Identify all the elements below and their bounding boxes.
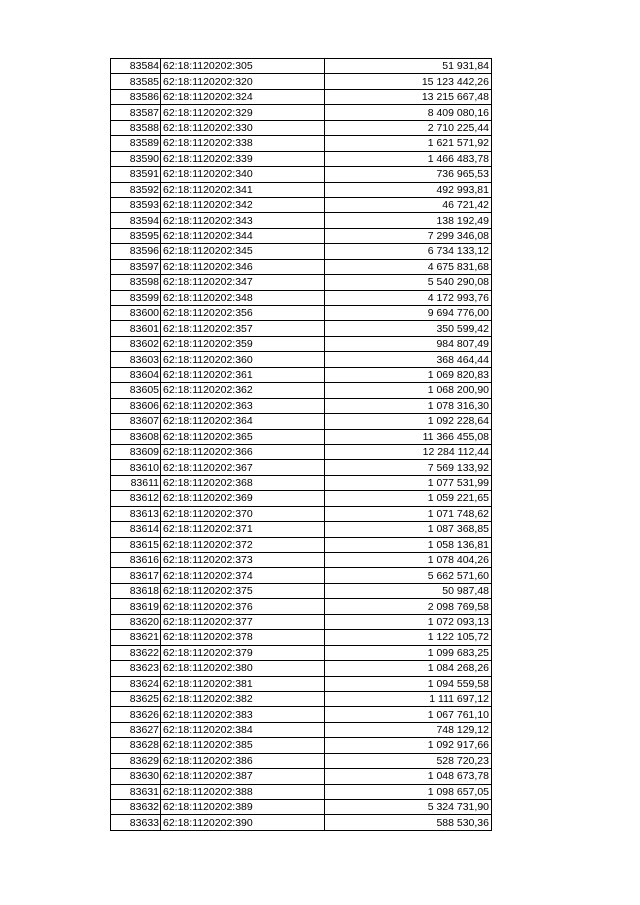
cadastral-number-cell: 62:18:1120202:380 [161,661,325,676]
cadastral-value-cell: 1 122 105,72 [325,630,492,645]
cadastral-number-cell: 62:18:1120202:330 [161,120,325,135]
cadastral-number-cell: 62:18:1120202:375 [161,583,325,598]
row-number-cell: 83584 [111,59,161,74]
row-number-cell: 83611 [111,475,161,490]
cadastral-number-cell: 62:18:1120202:338 [161,136,325,151]
row-number-cell: 83632 [111,800,161,815]
table-row [111,120,492,135]
row-number-cell: 83592 [111,182,161,197]
cadastral-number-cell: 62:18:1120202:342 [161,197,325,212]
cadastral-value-cell: 5 324 731,90 [325,800,492,815]
cadastral-number-cell: 62:18:1120202:369 [161,491,325,506]
row-number-cell: 83613 [111,506,161,521]
row-number-cell: 83597 [111,259,161,274]
table-row [111,352,492,367]
table-row [111,275,492,290]
row-number-cell: 83610 [111,460,161,475]
row-number-cell: 83622 [111,645,161,660]
table-row [111,244,492,259]
table-row [111,444,492,459]
row-number-cell: 83624 [111,676,161,691]
cadastral-value-cell: 1 068 200,90 [325,383,492,398]
cadastral-value-cell: 1 077 531,99 [325,475,492,490]
row-number-cell: 83627 [111,722,161,737]
cadastral-value-cell: 1 092 917,66 [325,738,492,753]
cadastral-number-cell: 62:18:1120202:390 [161,815,325,830]
table-row [111,383,492,398]
cadastral-number-cell: 62:18:1120202:367 [161,460,325,475]
table-row [111,676,492,691]
cadastral-number-cell: 62:18:1120202:341 [161,182,325,197]
row-number-cell: 83621 [111,630,161,645]
cadastral-number-cell: 62:18:1120202:361 [161,367,325,382]
row-number-cell: 83631 [111,784,161,799]
cadastral-number-cell: 62:18:1120202:385 [161,738,325,753]
cadastral-number-cell: 62:18:1120202:344 [161,228,325,243]
row-number-cell: 83594 [111,213,161,228]
row-number-cell: 83617 [111,568,161,583]
cadastral-value-cell: 1 071 748,62 [325,506,492,521]
table-row [111,151,492,166]
row-number-cell: 83628 [111,738,161,753]
table-row [111,583,492,598]
cadastral-number-cell: 62:18:1120202:387 [161,769,325,784]
table-row [111,722,492,737]
table-row [111,784,492,799]
table-row [111,645,492,660]
cadastral-number-cell: 62:18:1120202:363 [161,398,325,413]
table-row [111,800,492,815]
table-row [111,691,492,706]
table-row [111,306,492,321]
cadastral-value-cell: 1 621 571,92 [325,136,492,151]
cadastral-value-cell: 1 094 559,58 [325,676,492,691]
cadastral-number-cell: 62:18:1120202:356 [161,306,325,321]
cadastral-value-cell: 11 366 455,08 [325,429,492,444]
cadastral-value-cell: 492 993,81 [325,182,492,197]
table-row [111,769,492,784]
cadastral-value-cell: 5 662 571,60 [325,568,492,583]
cadastral-number-cell: 62:18:1120202:370 [161,506,325,521]
table-row [111,815,492,830]
row-number-cell: 83633 [111,815,161,830]
row-number-cell: 83598 [111,275,161,290]
cadastral-value-cell: 1 099 683,25 [325,645,492,660]
cadastral-value-table [110,58,492,831]
table-row [111,367,492,382]
cadastral-value-cell: 1 111 697,12 [325,691,492,706]
table-row [111,414,492,429]
row-number-cell: 83600 [111,306,161,321]
cadastral-number-cell: 62:18:1120202:362 [161,383,325,398]
cadastral-number-cell: 62:18:1120202:373 [161,553,325,568]
cadastral-value-cell: 8 409 080,16 [325,105,492,120]
cadastral-value-cell: 528 720,23 [325,753,492,768]
row-number-cell: 83615 [111,537,161,552]
table-row [111,182,492,197]
cadastral-number-cell: 62:18:1120202:382 [161,691,325,706]
cadastral-value-cell: 1 098 657,05 [325,784,492,799]
table-row [111,59,492,74]
table-row [111,228,492,243]
cadastral-value-cell: 5 540 290,08 [325,275,492,290]
cadastral-value-cell: 50 987,48 [325,583,492,598]
table-row [111,491,492,506]
cadastral-number-cell: 62:18:1120202:364 [161,414,325,429]
row-number-cell: 83591 [111,167,161,182]
row-number-cell: 83587 [111,105,161,120]
row-number-cell: 83618 [111,583,161,598]
cadastral-value-cell: 1 084 268,26 [325,661,492,676]
table-row [111,630,492,645]
row-number-cell: 83606 [111,398,161,413]
row-number-cell: 83626 [111,707,161,722]
cadastral-number-cell: 62:18:1120202:348 [161,290,325,305]
table-row [111,553,492,568]
cadastral-number-cell: 62:18:1120202:359 [161,336,325,351]
row-number-cell: 83588 [111,120,161,135]
row-number-cell: 83630 [111,769,161,784]
cadastral-number-cell: 62:18:1120202:368 [161,475,325,490]
cadastral-value-cell: 1 087 368,85 [325,522,492,537]
cadastral-number-cell: 62:18:1120202:374 [161,568,325,583]
table-row [111,89,492,104]
row-number-cell: 83586 [111,89,161,104]
cadastral-value-cell: 736 965,53 [325,167,492,182]
row-number-cell: 83593 [111,197,161,212]
table-row [111,522,492,537]
table-row [111,136,492,151]
cadastral-value-cell: 1 067 761,10 [325,707,492,722]
row-number-cell: 83619 [111,599,161,614]
cadastral-number-cell: 62:18:1120202:329 [161,105,325,120]
cadastral-number-cell: 62:18:1120202:372 [161,537,325,552]
cadastral-value-cell: 984 807,49 [325,336,492,351]
cadastral-value-cell: 748 129,12 [325,722,492,737]
table-row [111,398,492,413]
cadastral-number-cell: 62:18:1120202:345 [161,244,325,259]
cadastral-value-cell: 1 072 093,13 [325,614,492,629]
cadastral-value-cell: 15 123 442,26 [325,74,492,89]
cadastral-number-cell: 62:18:1120202:347 [161,275,325,290]
row-number-cell: 83585 [111,74,161,89]
cadastral-number-cell: 62:18:1120202:340 [161,167,325,182]
cadastral-value-cell: 1 059 221,65 [325,491,492,506]
table-row [111,614,492,629]
row-number-cell: 83599 [111,290,161,305]
table-row [111,475,492,490]
cadastral-number-cell: 62:18:1120202:324 [161,89,325,104]
cadastral-value-cell: 2 710 225,44 [325,120,492,135]
cadastral-value-cell: 1 466 483,78 [325,151,492,166]
row-number-cell: 83601 [111,321,161,336]
row-number-cell: 83595 [111,228,161,243]
table-row [111,599,492,614]
cadastral-number-cell: 62:18:1120202:366 [161,444,325,459]
cadastral-number-cell: 62:18:1120202:389 [161,800,325,815]
cadastral-value-cell: 7 299 346,08 [325,228,492,243]
table-row [111,738,492,753]
cadastral-number-cell: 62:18:1120202:360 [161,352,325,367]
table-row [111,506,492,521]
cadastral-value-cell: 4 172 993,76 [325,290,492,305]
row-number-cell: 83596 [111,244,161,259]
cadastral-number-cell: 62:18:1120202:305 [161,59,325,74]
cadastral-number-cell: 62:18:1120202:371 [161,522,325,537]
row-number-cell: 83620 [111,614,161,629]
cadastral-value-cell: 368 464,44 [325,352,492,367]
row-number-cell: 83623 [111,661,161,676]
cadastral-value-cell: 1 078 404,26 [325,553,492,568]
cadastral-value-cell: 6 734 133,12 [325,244,492,259]
cadastral-value-cell: 9 694 776,00 [325,306,492,321]
cadastral-number-cell: 62:18:1120202:357 [161,321,325,336]
row-number-cell: 83612 [111,491,161,506]
table-row [111,429,492,444]
cadastral-value-cell: 7 569 133,92 [325,460,492,475]
cadastral-number-cell: 62:18:1120202:365 [161,429,325,444]
cadastral-number-cell: 62:18:1120202:320 [161,74,325,89]
cadastral-number-cell: 62:18:1120202:346 [161,259,325,274]
table-row [111,460,492,475]
table-row [111,661,492,676]
table-row [111,167,492,182]
cadastral-value-cell: 4 675 831,68 [325,259,492,274]
row-number-cell: 83608 [111,429,161,444]
table-row [111,753,492,768]
table-row [111,197,492,212]
table-row [111,105,492,120]
cadastral-value-cell: 1 078 316,30 [325,398,492,413]
cadastral-number-cell: 62:18:1120202:388 [161,784,325,799]
row-number-cell: 83625 [111,691,161,706]
cadastral-value-cell: 51 931,84 [325,59,492,74]
cadastral-value-cell: 2 098 769,58 [325,599,492,614]
table-row [111,537,492,552]
row-number-cell: 83605 [111,383,161,398]
table-row [111,321,492,336]
cadastral-value-cell: 46 721,42 [325,197,492,212]
cadastral-number-cell: 62:18:1120202:379 [161,645,325,660]
cadastral-value-cell: 588 530,36 [325,815,492,830]
table-row [111,74,492,89]
cadastral-value-cell: 13 215 667,48 [325,89,492,104]
table-row [111,336,492,351]
cadastral-value-cell: 1 092 228,64 [325,414,492,429]
row-number-cell: 83602 [111,336,161,351]
cadastral-number-cell: 62:18:1120202:384 [161,722,325,737]
row-number-cell: 83604 [111,367,161,382]
row-number-cell: 83589 [111,136,161,151]
cadastral-number-cell: 62:18:1120202:383 [161,707,325,722]
cadastral-number-cell: 62:18:1120202:378 [161,630,325,645]
table-body [111,59,492,831]
cadastral-number-cell: 62:18:1120202:377 [161,614,325,629]
row-number-cell: 83603 [111,352,161,367]
row-number-cell: 83614 [111,522,161,537]
table-row [111,213,492,228]
cadastral-value-cell: 12 284 112,44 [325,444,492,459]
cadastral-value-cell: 1 058 136,81 [325,537,492,552]
cadastral-number-cell: 62:18:1120202:386 [161,753,325,768]
cadastral-number-cell: 62:18:1120202:343 [161,213,325,228]
row-number-cell: 83607 [111,414,161,429]
cadastral-number-cell: 62:18:1120202:381 [161,676,325,691]
table-row [111,259,492,274]
row-number-cell: 83609 [111,444,161,459]
row-number-cell: 83629 [111,753,161,768]
cadastral-value-cell: 350 599,42 [325,321,492,336]
cadastral-number-cell: 62:18:1120202:339 [161,151,325,166]
cadastral-value-cell: 1 069 820,83 [325,367,492,382]
table-row [111,290,492,305]
cadastral-number-cell: 62:18:1120202:376 [161,599,325,614]
table-row [111,707,492,722]
row-number-cell: 83590 [111,151,161,166]
row-number-cell: 83616 [111,553,161,568]
table-row [111,568,492,583]
cadastral-value-cell: 1 048 673,78 [325,769,492,784]
cadastral-value-cell: 138 192,49 [325,213,492,228]
